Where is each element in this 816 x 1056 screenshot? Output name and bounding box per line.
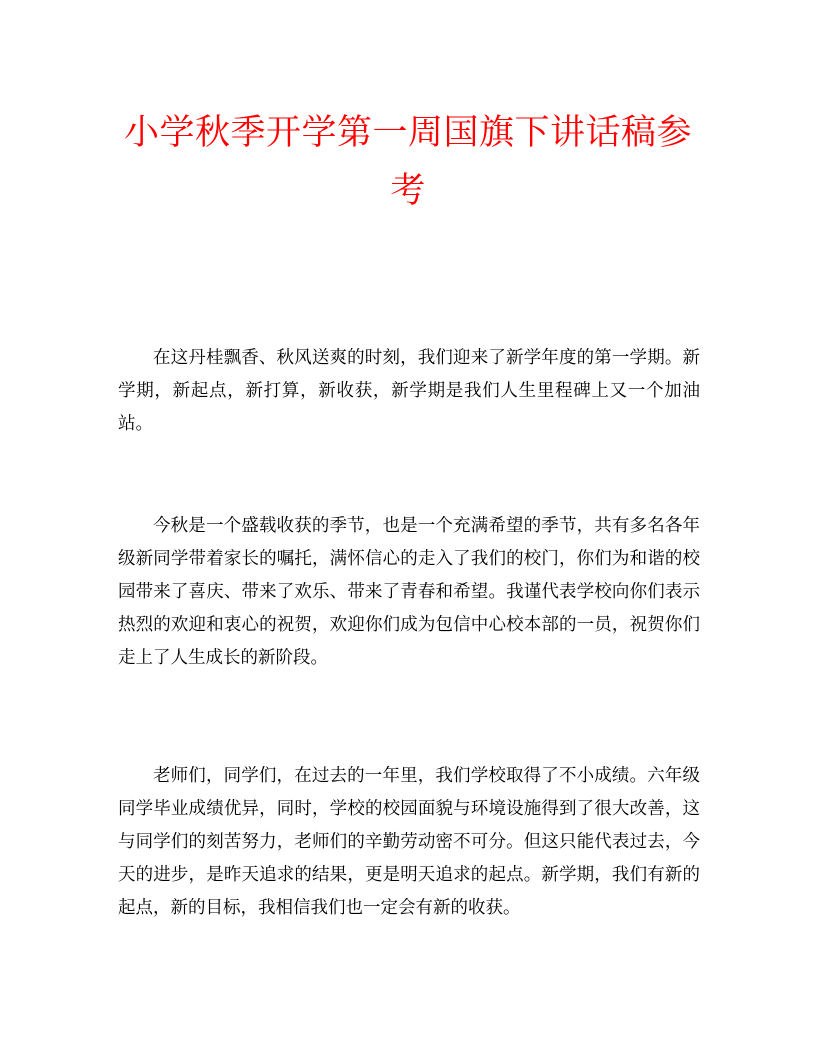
paragraph-3 <box>118 760 700 925</box>
paragraph-text: 今秋是一个盛载收获的季节，也是一个充满希望的季节，共有多名各年级新同学带着家长的嘱托，满怀信心的走入了我们的校门，你们为和谐的校园带来了喜庆、带来了欢乐、带来了青春和希望。我谨代表学校向你们表示热烈的欢迎和衷心的祝贺，欢迎你们成为包信中心校本部的一员，祝贺你们走上了人生成长的新阶段。 <box>118 516 700 668</box>
paragraph-text: 老师们，同学们，在过去的一年里，我们学校取得了不小成绩。六年级同学毕业成绩优异，同时，学校的校园面貌与环境设施得到了很大改善，这与同学们的刻苦努力，老师们的辛勤劳动密不可分。但这只能代表过去，今天的进步，是昨天追求的结果，更是明天追求的起点。新学期，我们有新的起点，新的目标，我相信我们也一定会有新的收获。 <box>118 766 700 918</box>
paragraph-text: 在这丹桂飘香、秋风送爽的时刻，我们迎来了新学年度的第一学期。新学期，新起点，新打算，新收获，新学期是我们人生里程碑上又一个加油站。 <box>118 348 700 434</box>
paragraph-1 <box>118 342 700 441</box>
paragraph-2 <box>118 510 700 675</box>
document-title: 小学秋季开学第一周国旗下讲话稿参考 <box>123 113 692 211</box>
